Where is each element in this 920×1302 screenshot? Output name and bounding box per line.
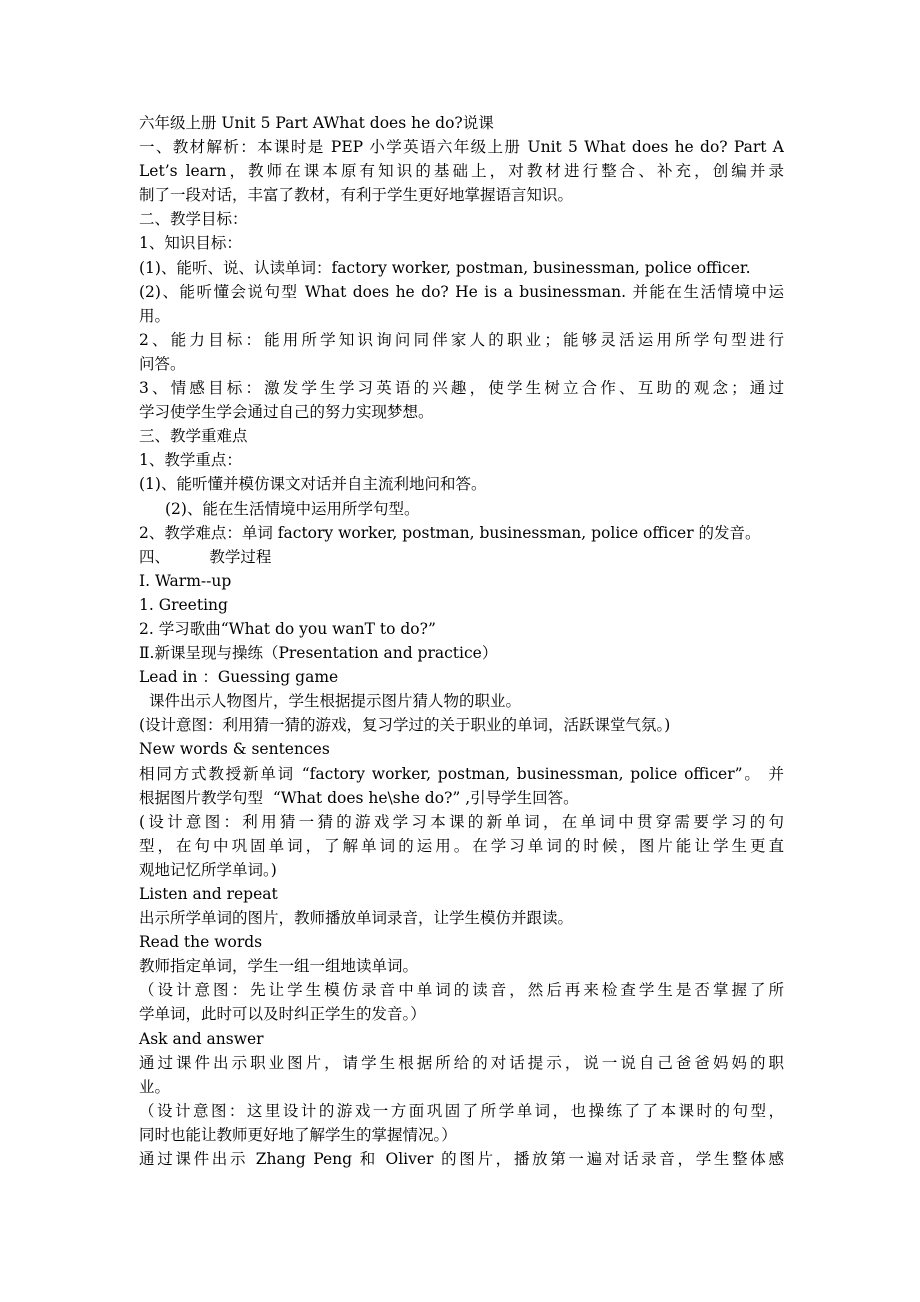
text-line: 2、能力目标：能用所学知识询问同伴家人的职业；能够灵活运用所学句型进行 <box>139 330 784 349</box>
text-line: (设计意图：利用猜一猜的游戏学习本课的新单词，在单词中贯穿需要学习的句 <box>139 812 784 831</box>
text-line: （设计意图：这里设计的游戏一方面巩固了所学单词，也操练了了本课时的句型， <box>139 1101 784 1120</box>
text-line: 业。 <box>139 1077 171 1096</box>
text-line: New words & sentences <box>139 740 330 759</box>
text-line: 用。 <box>139 306 171 325</box>
text-line: (1)、能听、说、认读单词：factory worker, postman, businessman, police officer. <box>139 258 751 277</box>
text-line: 1、知识目标： <box>139 234 242 253</box>
text-line: (1)、能听懂并模仿课文对话并自主流利地问和答。 <box>139 475 487 494</box>
text-line: Ⅰ. Warm--up <box>139 571 232 590</box>
text-line: 根据图片教学句型 “What does he\she do?” ,引导学生回答。 <box>139 788 579 807</box>
text-line: 制了一段对话，丰富了教材，有利于学生更好地掌握语言知识。 <box>139 186 574 205</box>
text-line: Ⅱ.新课呈现与操练（Presentation and practice） <box>139 644 498 663</box>
text-line: 六年级上册 Unit 5 Part AWhat does he do?说课 <box>139 114 494 132</box>
text-line: 观地记忆所学单词。) <box>139 860 277 879</box>
text-line: (2)、能在生活情境中运用所学句型。 <box>165 499 420 518</box>
text-line: 1. Greeting <box>139 595 228 614</box>
text-line: 三、教学重难点 <box>139 427 248 446</box>
text-line: 课件出示人物图片，学生根据提示图片猜人物的职业。 <box>149 692 522 711</box>
text-line: 通过课件出示 Zhang Peng 和 Oliver 的图片，播放第一遍对话录音，学生整体感 <box>139 1150 784 1169</box>
text-line: 教师指定单词，学生一组一组地读单词。 <box>139 957 419 976</box>
text-line: 学习使学生学会通过自己的努力实现梦想。 <box>139 403 434 422</box>
text-line: 一、教材解析：本课时是 PEP 小学英语六年级上册 Unit 5 What does he do? Part A <box>139 138 784 157</box>
text-line: Lead in ：Guessing game <box>139 668 339 687</box>
text-line: Listen and repeat <box>139 885 278 903</box>
text-line: 四、 教学过程 <box>139 547 272 566</box>
text-line: 同时也能让教师更好地了解学生的掌握情况。） <box>139 1125 457 1144</box>
text-line: Ask and answer <box>139 1029 264 1048</box>
text-line: 1、教学重点： <box>139 451 242 470</box>
text-line: 通过课件出示职业图片，请学生根据所给的对话提示，说一说自己爸爸妈妈的职 <box>139 1053 784 1072</box>
text-line: 二、教学目标： <box>139 210 248 229</box>
text-line: (2)、能听懂会说句型 What does he do? He is a businessman. 并能在生活情境中运 <box>139 282 784 301</box>
text-line: 问答。 <box>139 354 186 373</box>
text-line: 2、教学难点：单词 factory worker, postman, businessman, police officer 的发音。 <box>139 523 761 542</box>
text-line: Let’s learn，教师在课本原有知识的基础上，对教材进行整合、补充，创编并录 <box>139 162 784 181</box>
text-line: 出示所学单词的图片，教师播放单词录音，让学生模仿并跟读。 <box>139 909 574 928</box>
document-body <box>139 111 784 1171</box>
text-line: 型，在句中巩固单词，了解单词的运用。在学习单词的时候，图片能让学生更直 <box>139 836 784 855</box>
text-line: 2. 学习歌曲“What do you wanT to do?” <box>139 619 436 638</box>
text-line: (设计意图：利用猜一猜的游戏，复习学过的关于职业的单词，活跃课堂气氛。) <box>139 716 671 735</box>
text-line: 相同方式教授新单词 “factory worker, postman, businessman, police officer”。 并 <box>139 764 784 783</box>
text-line: 学单词，此时可以及时纠正学生的发音。） <box>139 1005 426 1024</box>
text-line: Read the words <box>139 933 263 952</box>
text-line: 3、情感目标：激发学生学习英语的兴趣，使学生树立合作、互助的观念；通过 <box>139 379 784 398</box>
text-line: （设计意图：先让学生模仿录音中单词的读音，然后再来检查学生是否掌握了所 <box>139 981 784 1000</box>
document-page <box>139 111 784 1171</box>
